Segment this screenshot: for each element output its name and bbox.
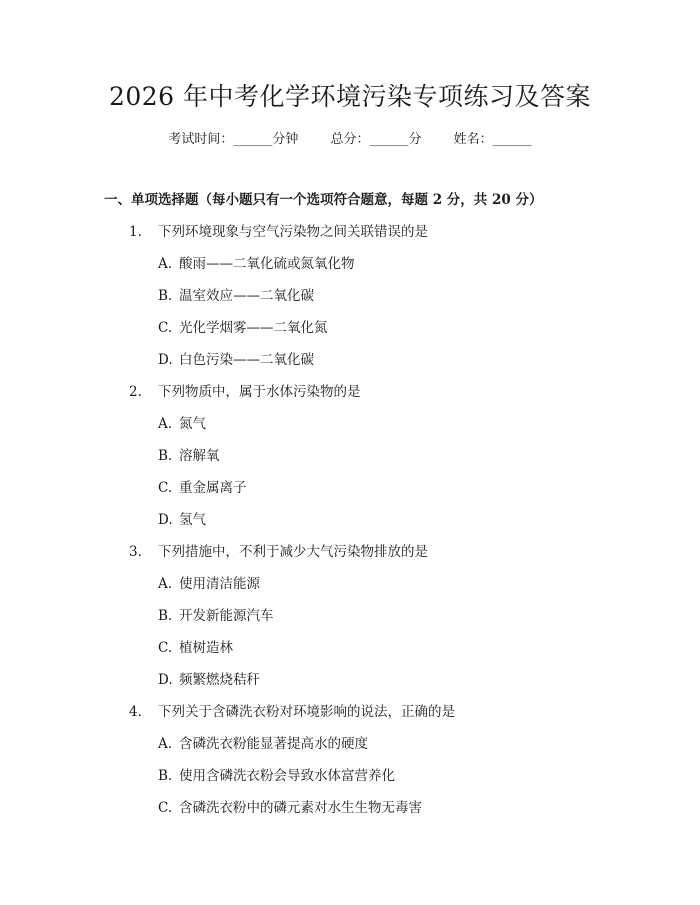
option-letter: B. bbox=[158, 448, 173, 464]
question-number: 2. bbox=[129, 384, 142, 400]
answer-option bbox=[0, 637, 700, 669]
option-text: 白色污染——二氧化碳 bbox=[179, 352, 314, 368]
answer-option bbox=[0, 285, 700, 317]
answer-option bbox=[0, 445, 700, 477]
question-text: 下列物质中，属于水体污染物的是 bbox=[158, 384, 361, 400]
answer-option bbox=[0, 765, 700, 797]
answer-option bbox=[0, 509, 700, 541]
option-text: 氢气 bbox=[179, 512, 206, 528]
option-text: 溶解氧 bbox=[179, 448, 220, 464]
option-text: 重金属离子 bbox=[179, 480, 247, 496]
section-heading: 一、单项选择题（每小题只有一个选项符合题意，每题 2 分，共 20 分） bbox=[104, 192, 543, 208]
question-number: 4. bbox=[129, 704, 142, 720]
option-letter: C. bbox=[158, 320, 173, 336]
option-letter: B. bbox=[158, 608, 173, 624]
question-stem bbox=[0, 541, 700, 573]
question-text: 下列措施中，不利于减少大气污染物排放的是 bbox=[158, 544, 428, 560]
option-letter: C. bbox=[158, 640, 173, 656]
option-letter: A. bbox=[158, 256, 173, 272]
question-text: 下列环境现象与空气污染物之间关联错误的是 bbox=[158, 224, 428, 240]
answer-option bbox=[0, 669, 700, 701]
answer-option bbox=[0, 317, 700, 349]
option-letter: A. bbox=[158, 416, 173, 432]
answer-option bbox=[0, 253, 700, 285]
question-stem bbox=[0, 701, 700, 733]
answer-option bbox=[0, 477, 700, 509]
option-text: 含磷洗衣粉能显著提高水的硬度 bbox=[179, 736, 368, 752]
option-text: 使用清洁能源 bbox=[179, 576, 260, 592]
option-text: 光化学烟雾——二氧化氮 bbox=[179, 320, 328, 336]
option-text: 氮气 bbox=[179, 416, 206, 432]
question-text: 下列关于含磷洗衣粉对环境影响的说法，正确的是 bbox=[158, 704, 455, 720]
option-letter: D. bbox=[158, 672, 173, 688]
question-list bbox=[0, 221, 700, 829]
page-title: 2026 年中考化学环境污染专项练习及答案 bbox=[108, 82, 592, 111]
answer-option bbox=[0, 413, 700, 445]
answer-option bbox=[0, 797, 700, 829]
answer-option bbox=[0, 605, 700, 637]
question-number: 3. bbox=[129, 544, 142, 560]
question-stem bbox=[0, 381, 700, 413]
option-text: 使用含磷洗衣粉会导致水体富营养化 bbox=[179, 768, 395, 784]
option-text: 开发新能源汽车 bbox=[179, 608, 274, 624]
option-text: 温室效应——二氧化碳 bbox=[179, 288, 314, 304]
option-text: 植树造林 bbox=[179, 640, 233, 656]
student-name-field: 姓名：______ bbox=[453, 132, 532, 147]
option-letter: A. bbox=[158, 576, 173, 592]
option-text: 酸雨——二氧化硫或氮氧化物 bbox=[179, 256, 355, 272]
option-letter: B. bbox=[158, 288, 173, 304]
answer-option bbox=[0, 349, 700, 381]
question-number: 1. bbox=[129, 224, 142, 240]
option-letter: D. bbox=[158, 352, 173, 368]
answer-option bbox=[0, 573, 700, 605]
option-letter: B. bbox=[158, 768, 173, 784]
exam-meta bbox=[0, 130, 700, 150]
exam-time-field: 考试时间：______分钟 bbox=[168, 132, 299, 147]
option-text: 含磷洗衣粉中的磷元素对水生生物无毒害 bbox=[179, 800, 422, 816]
option-letter: C. bbox=[158, 480, 173, 496]
option-letter: A. bbox=[158, 736, 173, 752]
option-letter: C. bbox=[158, 800, 173, 816]
option-text: 频繁燃烧秸秆 bbox=[179, 672, 260, 688]
question-stem bbox=[0, 221, 700, 253]
option-letter: D. bbox=[158, 512, 173, 528]
total-score-field: 总分：______分 bbox=[330, 132, 422, 147]
answer-option bbox=[0, 733, 700, 765]
